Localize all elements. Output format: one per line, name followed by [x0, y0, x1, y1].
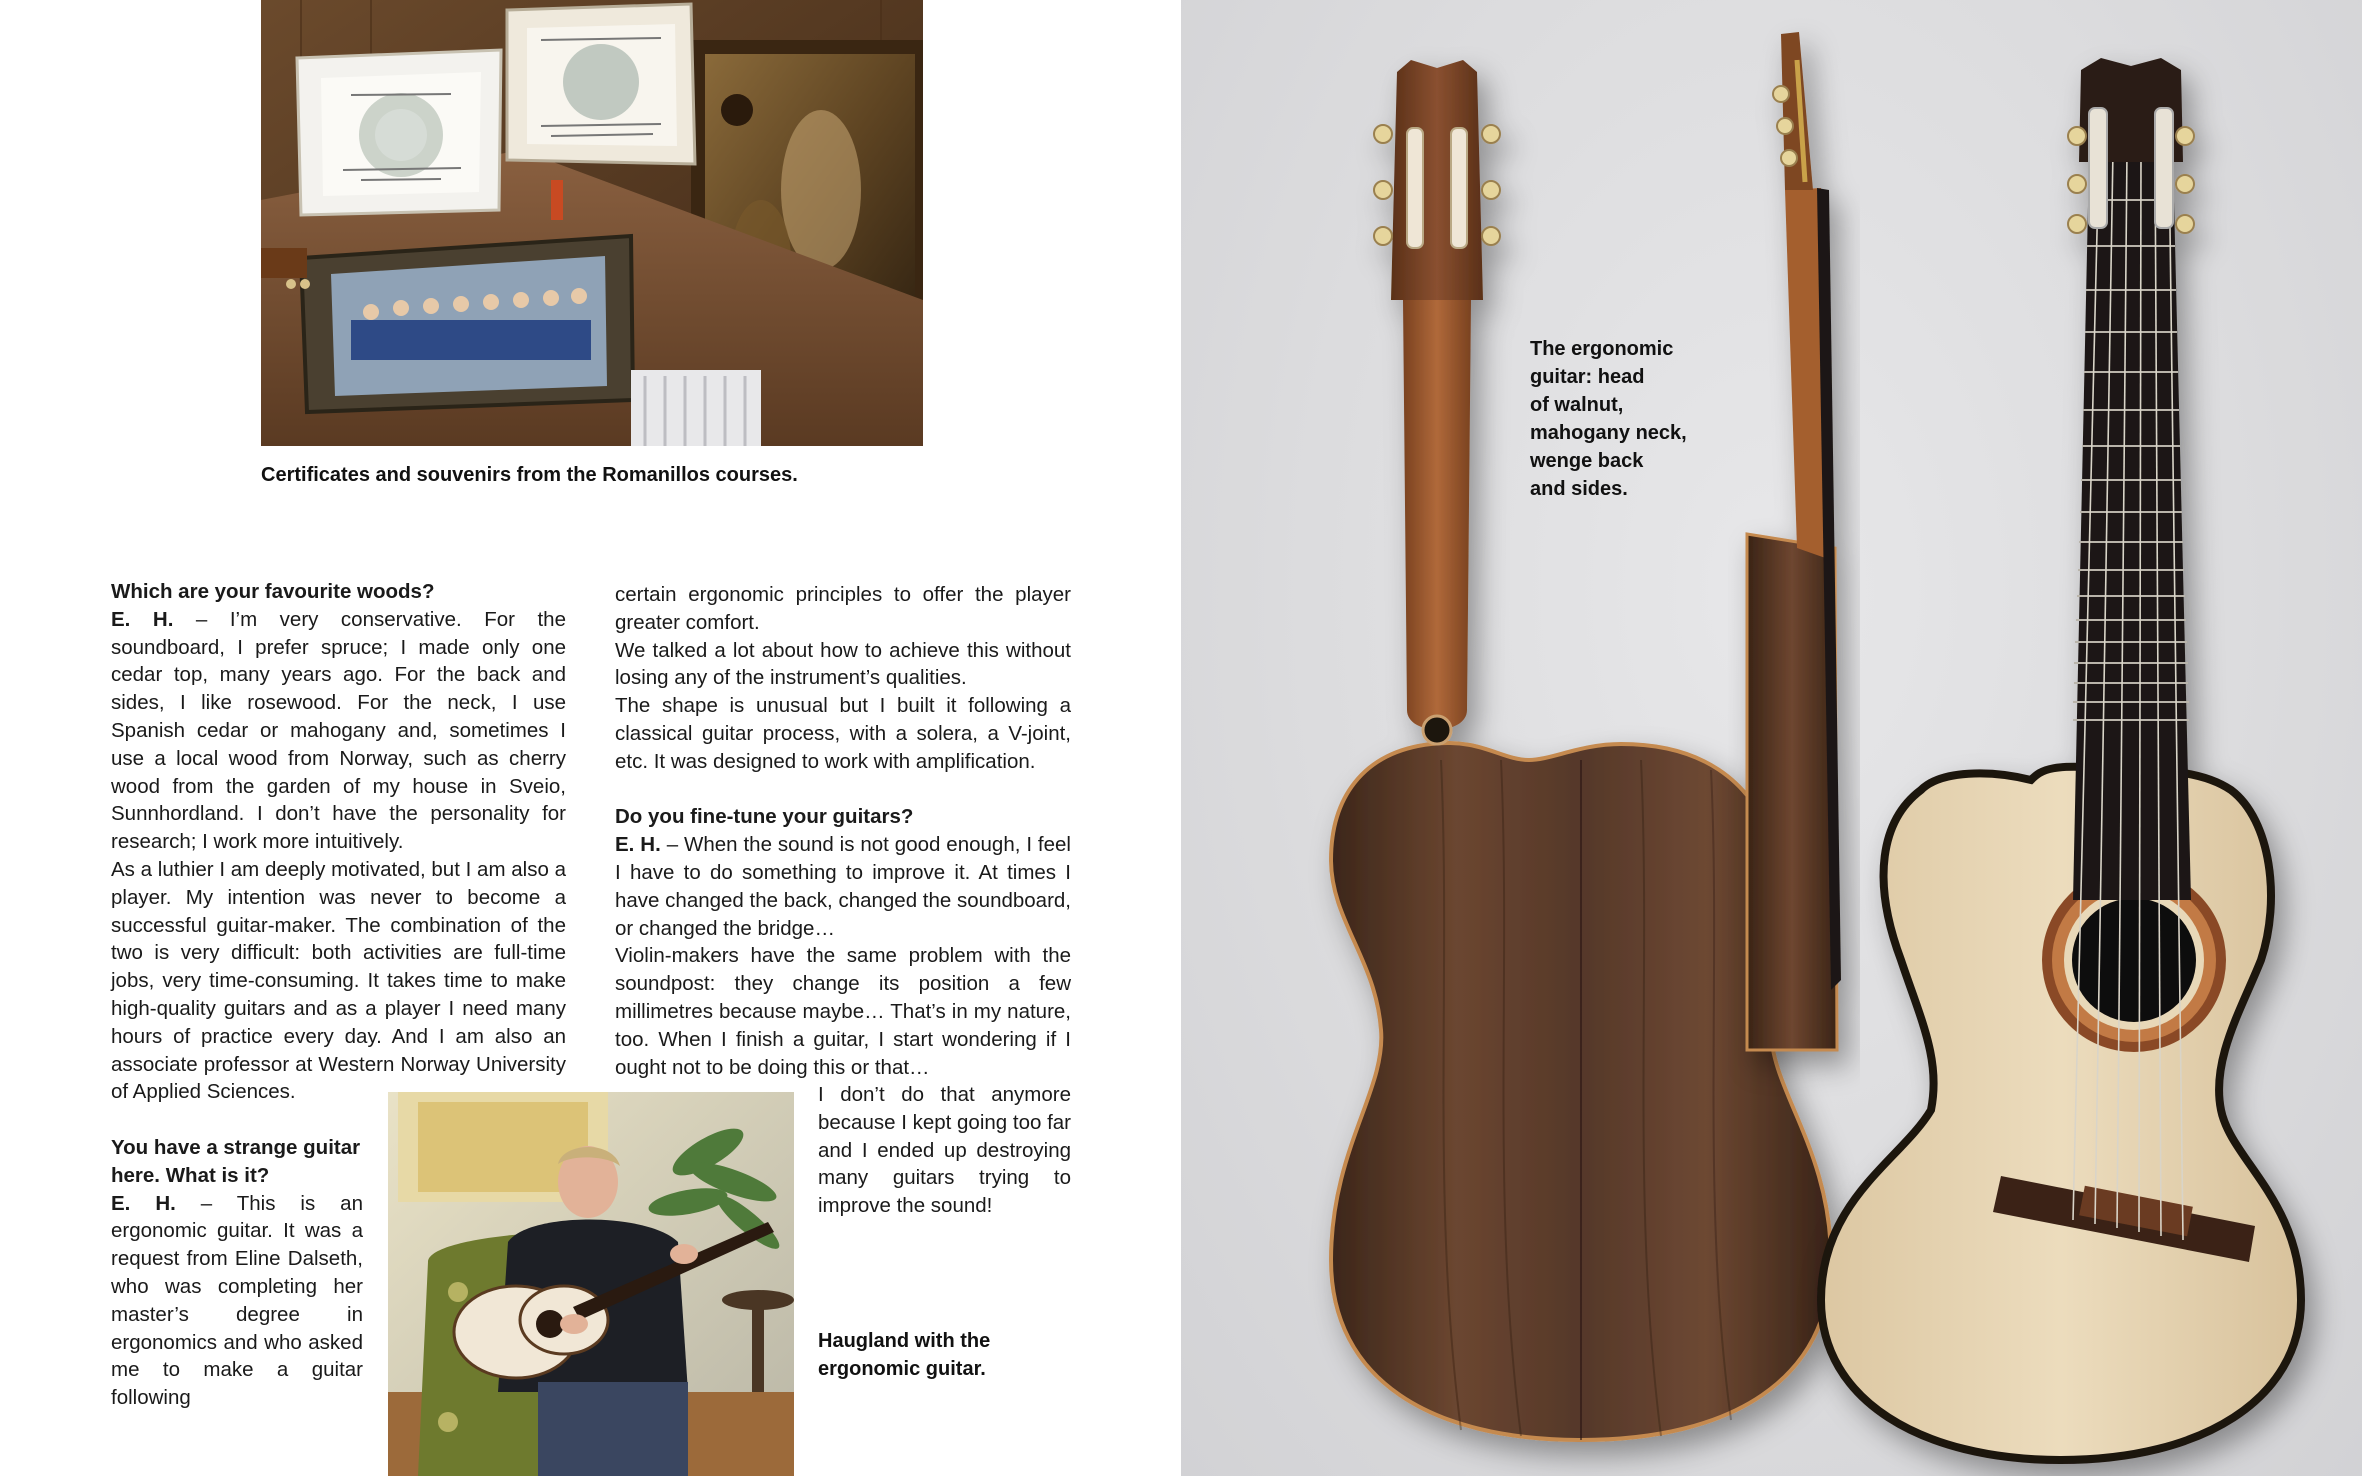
guitar-caption-line: mahogany neck,	[1530, 422, 1687, 444]
answer-author: E. H.	[111, 1191, 176, 1215]
guitars-illustration	[1181, 0, 2362, 1476]
right-page	[1181, 0, 2362, 1476]
guitar-caption	[1530, 335, 1730, 503]
certificates-photo-illustration	[261, 0, 923, 446]
text-column-1b	[111, 1134, 363, 1412]
paragraph-dont-do-anymore: I don’t do that anymore because I kept going too far and I ended up destroying many guitars trying to improve the sound!	[818, 1083, 1072, 1218]
guitar-caption-line: wenge back	[1530, 450, 1644, 472]
player-photo	[388, 1092, 794, 1476]
answer-strange-guitar	[111, 1190, 363, 1412]
question-fine-tune: Do you fine-tune your guitars?	[615, 805, 914, 829]
answer-text: – When the sound is not good enough, I feel I have to do something to improve it. At times I have changed the back, changed the soundboard, or changed the bridge…	[615, 833, 1071, 940]
paragraph-talked-a-lot: We talked a lot about how to achieve this without losing any of the instrument’s qualities.	[615, 638, 1071, 690]
paragraph-shape-unusual: The shape is unusual but I built it following a classical guitar process, with a solera, a V-joint, etc. It was designed to work with amplification.	[615, 694, 1071, 773]
guitar-caption-line: The ergonomic	[1530, 338, 1674, 360]
player-caption-line: ergonomic guitar.	[818, 1358, 986, 1380]
spacer	[615, 776, 1071, 804]
certificates-caption: Certificates and souvenirs from the Romanillos courses.	[261, 464, 798, 486]
guitar-caption-line: and sides.	[1530, 478, 1628, 500]
answer-author: E. H.	[615, 833, 661, 857]
guitar-caption-line: of walnut,	[1530, 394, 1624, 416]
question-favourite-woods: Which are your favourite woods?	[111, 580, 435, 603]
answer-text: – This is an ergonomic guitar. It was a request from Eline Dalseth, who was completing her master’s degree in ergonomics and who asked me to make a guitar following	[111, 1191, 363, 1410]
player-caption-line: Haugland with the	[818, 1330, 991, 1352]
paragraph-ergonomic-principles: certain ergonomic principles to offer the player greater comfort.	[615, 583, 1071, 634]
question-strange-guitar: You have a strange guitar here. What is it?	[111, 1136, 361, 1187]
player-caption	[818, 1327, 1068, 1383]
answer-fine-tune	[615, 831, 1071, 942]
answer-author: E. H.	[111, 607, 174, 631]
answer-favourite-woods	[111, 606, 566, 856]
paragraph-luthier-player: As a luthier I am deeply motivated, but I am also a player. My intention was never to become a successful guitar-maker. The combination of the two is very difficult: both activities are full-time jobs, very time-consuming. It takes time to make high-quality guitars and as a player I need many hours of practice every day. And I am also an associate professor at Western Norway University of Applied Sciences.	[111, 857, 566, 1104]
text-column-1	[111, 578, 566, 1106]
paragraph-violin-makers: Violin-makers have the same problem with the soundpost: they change its position a few millimetres because maybe… That’s in my nature, too. When I finish a guitar, I start wondering if I ought not to be doing this or that…	[615, 944, 1071, 1079]
text-column-2b	[818, 1081, 1071, 1220]
player-photo-illustration	[388, 1092, 794, 1476]
text-column-2	[615, 581, 1071, 1081]
answer-text: – I’m very conservative. For the soundboard, I prefer spruce; I made only one cedar top, many years ago. For the back and sides, I like rosewood. For the neck, I use Spanish cedar or mahogany and, sometimes I use a local wood from Norway, such as cherry wood from the garden of my house in Sveio, Sunnhordland. I don’t have the personality for research; I work more intuitively.	[111, 607, 566, 854]
guitar-caption-line: guitar: head	[1530, 366, 1645, 388]
certificates-photo	[261, 0, 923, 446]
